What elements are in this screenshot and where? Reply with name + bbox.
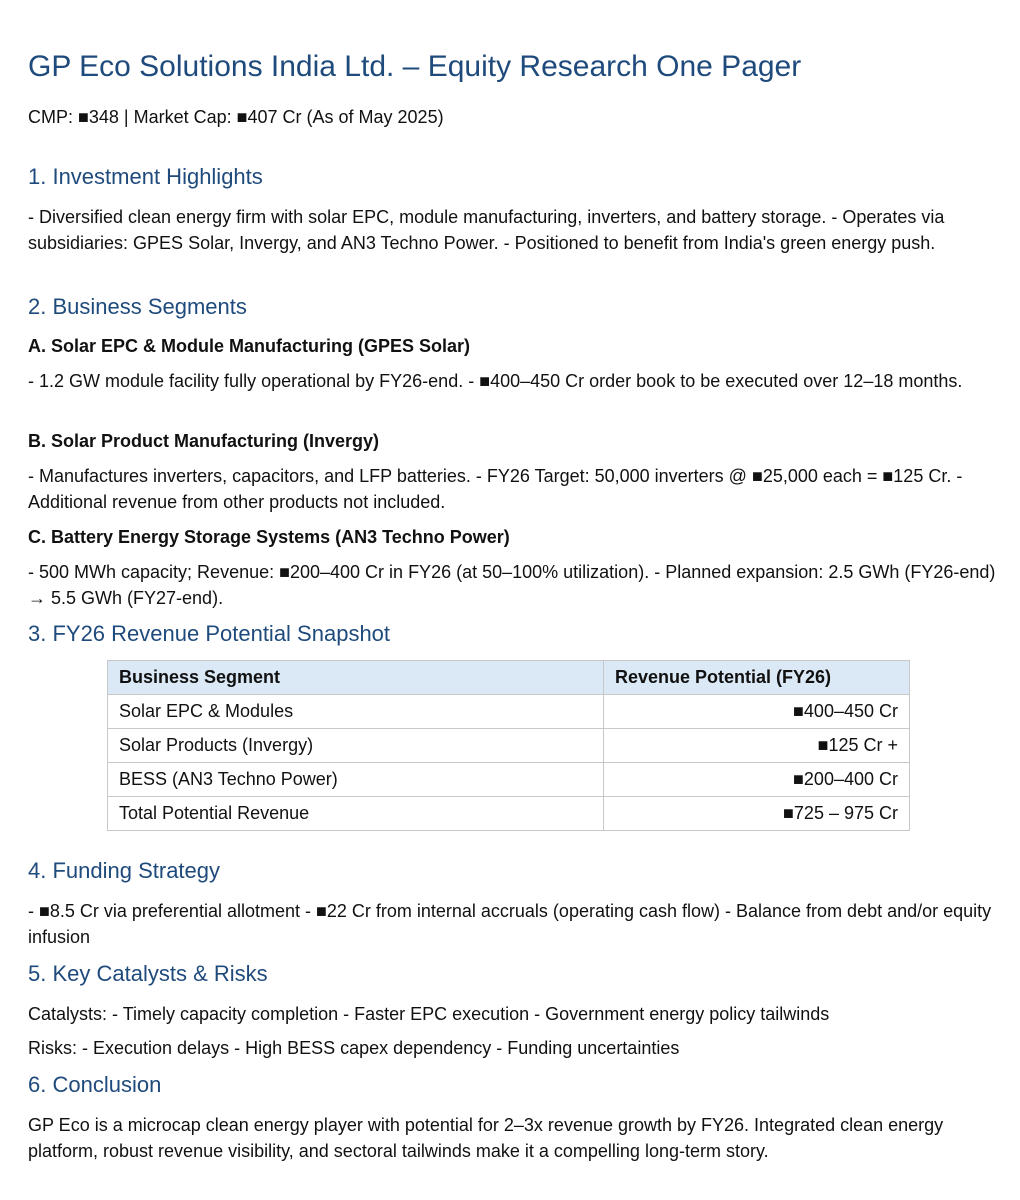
- catalysts-text: Catalysts: - Timely capacity completion - Faster EPC execution - Government energy policy tailwinds: [28, 1004, 830, 1024]
- segment-c-text: - 500 MWh capacity; Revenue: ■200–400 Cr in FY26 (at 50–100% utilization). - Planned expansion: 2.5 GWh (FY26-end) → 5.5 GWh (FY27-end).: [28, 562, 996, 608]
- table-row: [108, 763, 910, 797]
- page-title: GP Eco Solutions India Ltd. – Equity Research One Pager: [28, 50, 802, 83]
- heading-catalysts-risks: 5. Key Catalysts & Risks: [28, 961, 268, 986]
- table-row: [108, 797, 910, 831]
- heading-funding-strategy: 4. Funding Strategy: [28, 858, 221, 883]
- segment-cell: Total Potential Revenue: [108, 797, 604, 831]
- subheading-segment-b: B. Solar Product Manufacturing (Invergy): [28, 431, 380, 451]
- segment-cell: BESS (AN3 Techno Power): [108, 763, 604, 797]
- revenue-cell: ■125 Cr +: [604, 729, 910, 763]
- segment-cell: Solar EPC & Modules: [108, 695, 604, 729]
- price-summary: CMP: ■348 | Market Cap: ■407 Cr (As of May 2025): [28, 107, 444, 127]
- risks-text: Risks: - Execution delays - High BESS capex dependency - Funding uncertainties: [28, 1038, 680, 1058]
- revenue-cell: ■725 – 975 Cr: [604, 797, 910, 831]
- table-header-row: [108, 661, 910, 695]
- segment-cell: Solar Products (Invergy): [108, 729, 604, 763]
- column-header-segment: Business Segment: [108, 661, 604, 695]
- table-row: [108, 729, 910, 763]
- heading-revenue-snapshot: 3. FY26 Revenue Potential Snapshot: [28, 621, 391, 646]
- column-header-revenue: Revenue Potential (FY26): [604, 661, 910, 695]
- table-row: [108, 695, 910, 729]
- heading-business-segments: 2. Business Segments: [28, 294, 247, 319]
- funding-strategy-text: - ■8.5 Cr via preferential allotment - ■22 Cr from internal accruals (operating cash flow) - Balance from debt and/or equity infusion: [28, 901, 992, 947]
- revenue-cell: ■400–450 Cr: [604, 695, 910, 729]
- heading-investment-highlights: 1. Investment Highlights: [28, 164, 263, 189]
- segment-b-text: - Manufactures inverters, capacitors, and LFP batteries. - FY26 Target: 50,000 inverters @ ■25,000 each = ■125 Cr. - Additional revenue from other products not included.: [28, 466, 963, 512]
- subheading-segment-a: A. Solar EPC & Module Manufacturing (GPES Solar): [28, 336, 471, 356]
- heading-conclusion: 6. Conclusion: [28, 1072, 162, 1097]
- subheading-segment-c: C. Battery Energy Storage Systems (AN3 Techno Power): [28, 527, 510, 547]
- investment-highlights-text: - Diversified clean energy firm with solar EPC, module manufacturing, inverters, and battery storage. - Operates via subsidiaries: GPES Solar, Invergy, and AN3 Techno Power. - Positioned to benefit from India's green energy push.: [28, 207, 945, 253]
- segment-a-text: - 1.2 GW module facility fully operational by FY26-end. - ■400–450 Cr order book to be executed over 12–18 months.: [28, 371, 963, 391]
- revenue-table: [107, 660, 910, 831]
- conclusion-text: GP Eco is a microcap clean energy player with potential for 2–3x revenue growth by FY26. Integrated clean energy platform, robust revenue visibility, and sectoral tailwinds make it a compelling long-term story.: [28, 1115, 944, 1161]
- revenue-cell: ■200–400 Cr: [604, 763, 910, 797]
